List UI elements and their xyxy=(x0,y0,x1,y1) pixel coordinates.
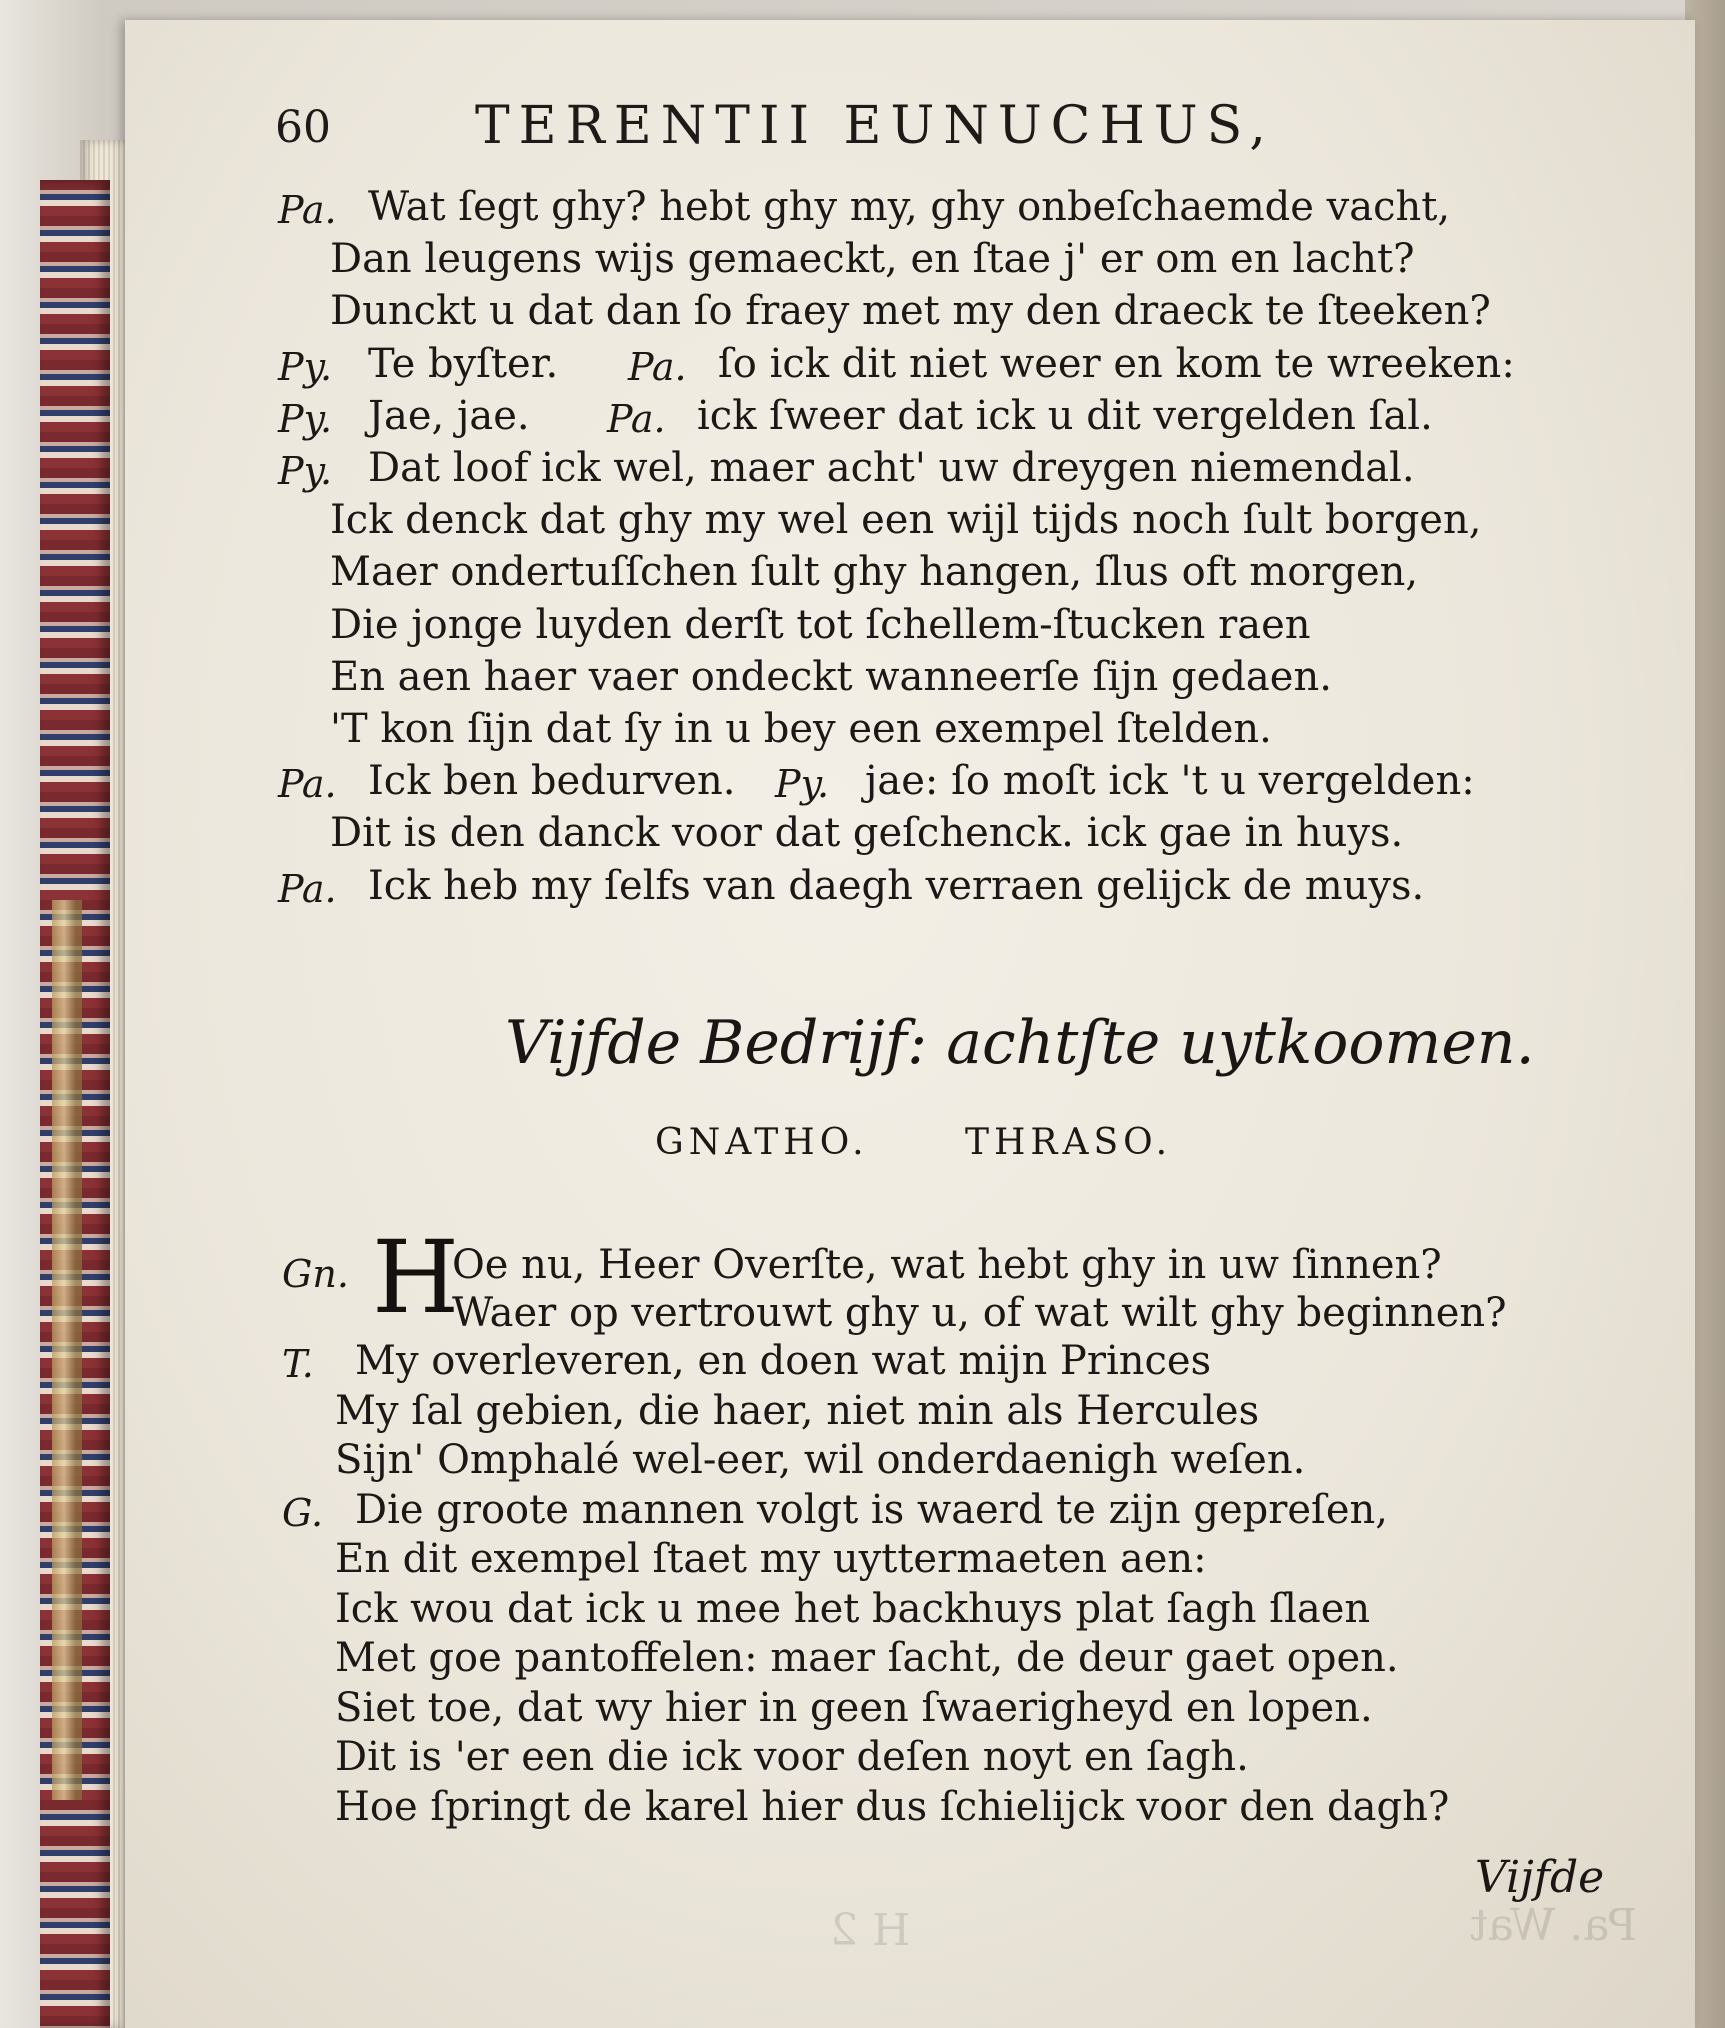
verse-line: jae: ſo moſt ick 't u vergelden: xyxy=(865,758,1475,805)
verse-line: Jae, jae. xyxy=(368,392,530,439)
verse-line: Ick wou dat ick u mee het backhuys plat ſagh ſlaen xyxy=(335,1585,1371,1632)
gilt-edge xyxy=(52,900,82,1800)
cast-member: THRASO. xyxy=(965,1122,1173,1163)
speaker-label: G. xyxy=(282,1490,324,1535)
verse-line: Sijn' Omphalé wel-eer, wil onderdaenigh weſen. xyxy=(335,1437,1306,1483)
act-title: Vijfde Bedrijf: achtſte uytkoomen. xyxy=(505,1008,1535,1078)
verse-line: Oe nu, Heer Overſte, wat hebt ghy in uw ſinnen? xyxy=(452,1242,1442,1288)
speaker-label: Pa. xyxy=(278,188,337,232)
show-through-footer: Pa. Wat xyxy=(1470,1900,1638,1951)
verse-line: 'T kon ſijn dat ſy in u bey een exempel ſtelden. xyxy=(330,706,1272,752)
verse-line: Dit is den danck voor dat geſchenck. ick gae in huys. xyxy=(330,810,1404,857)
speaker-label: Py. xyxy=(278,344,333,389)
verse-line: ick ſweer dat ick u dit vergelden ſal. xyxy=(697,392,1433,439)
verse-line: Ick denck dat ghy my wel een wijl tijds noch ſult borgen, xyxy=(330,497,1482,544)
speaker-label: Pa. xyxy=(607,396,666,441)
speaker-label: Gn. xyxy=(282,1252,349,1296)
show-through-signature: H 2 xyxy=(830,1905,911,1956)
verse-line: En aen haer vaer ondeckt wanneerſe ſijn gedaen. xyxy=(330,653,1332,700)
verse-line: Dan leugens wijs gemaeckt, en ſtae j' er om en lacht? xyxy=(330,236,1415,283)
cast-member: GNATHO. xyxy=(655,1122,869,1163)
verse-line: Siet toe, dat wy hier in geen ſwaerigheyd en lopen. xyxy=(335,1684,1373,1731)
speaker-label: Py. xyxy=(278,396,333,441)
verse-line: Waer op vertrouwt ghy u, of wat wilt ghy beginnen? xyxy=(452,1290,1507,1336)
verse-line: Die jonge luyden derſt tot ſchellem-ſtucken raen xyxy=(330,601,1311,648)
verse-line: My overleveren, en doen wat mijn Princes xyxy=(355,1338,1212,1384)
verse-line: Dunckt u dat dan ſo fraey met my den draeck te ſteeken? xyxy=(330,288,1491,335)
verse-line: Dat loof ick wel, maer acht' uw dreygen niemendal. xyxy=(368,445,1415,491)
verse-line: ſo ick dit niet weer en kom te wreeken: xyxy=(718,340,1515,387)
drop-cap: H xyxy=(372,1219,460,1336)
verse-line: Wat ſegt ghy? hebt ghy my, ghy onbeſchaemde vacht, xyxy=(368,184,1451,230)
verse-line: Ick heb my ſelfs van daegh verraen gelijck de muys. xyxy=(368,862,1425,909)
verse-line: Te byſter. xyxy=(368,340,559,387)
running-header xyxy=(275,90,1425,170)
speaker-label: Pa. xyxy=(278,762,337,807)
verse-line: Met goe pantoffelen: maer ſacht, de deur gaet open. xyxy=(335,1635,1399,1681)
verse-line: My ſal gebien, die haer, niet min als Hercules xyxy=(335,1387,1260,1434)
speaker-label: Pa. xyxy=(278,866,337,911)
speaker-label: Pa. xyxy=(628,344,687,389)
speaker-label: Py. xyxy=(278,449,333,493)
verse-line: En dit exempel ſtaet my uyttermaeten aen: xyxy=(335,1536,1207,1582)
verse-line: Die groote mannen volgt is waerd te zijn gepreſen, xyxy=(355,1486,1388,1533)
verse-line: Hoe ſpringt de karel hier dus ſchielijck voor den dagh? xyxy=(335,1783,1450,1830)
page-number: 60 xyxy=(275,102,331,153)
running-title: TERENTII EUNUCHUS, xyxy=(475,96,1275,156)
speaker-label: T. xyxy=(282,1342,314,1386)
speaker-label: Py. xyxy=(775,762,830,807)
verse-line: Ick ben bedurven. xyxy=(368,758,736,805)
catchword: Vijfde xyxy=(1475,1852,1605,1903)
verse-line: Dit is 'er een die ick voor deſen noyt en ſagh. xyxy=(335,1734,1249,1780)
verse-line: Maer ondertuſſchen ſult ghy hangen, ſlus oft morgen, xyxy=(330,549,1419,596)
